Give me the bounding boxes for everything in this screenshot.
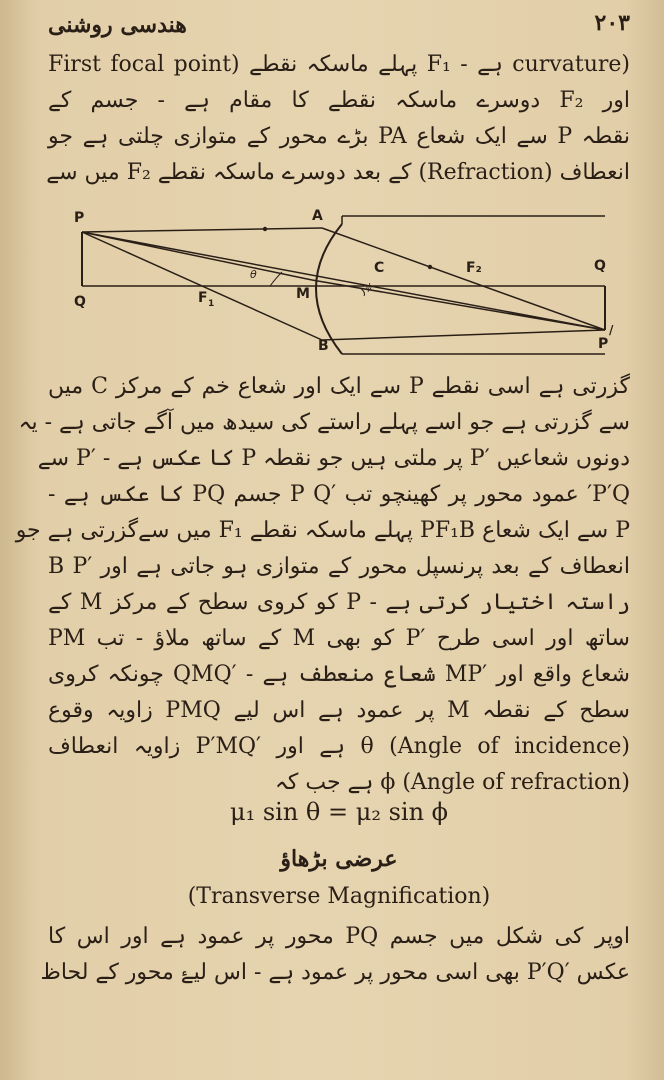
label-A: A bbox=[312, 208, 323, 224]
paragraph2-line: P′Q′ عمود محور پر کھینچو تب ′P Q جسم PQ کا عکس ہے - bbox=[48, 482, 630, 507]
paragraph2-line: ساتھ اور اسی طرح ′P کو بھی M کے ساتھ ملاؤ - تب PM bbox=[48, 626, 630, 651]
chapter-title: هندسی روشنی bbox=[48, 12, 187, 38]
label-theta: θ bbox=[250, 268, 257, 281]
ray-MP-prime bbox=[312, 280, 605, 330]
paragraph2-line: (Angle of refraction) ϕ ہے جب کہ bbox=[275, 770, 630, 795]
section-heading: عرضی بڑھاؤ bbox=[280, 846, 398, 872]
paragraph3-line: عکس ′P′Q بھی اسی محور پر عمود ہے - اس لیۓ محور کے لحاظ bbox=[40, 960, 630, 985]
label-Q-prime: Q bbox=[594, 258, 606, 274]
paragraph2-line: P سے ایک شعاع PF₁B پہلے ماسکہ نقطے F₁ میں سےگزرتی ہے جو bbox=[15, 518, 630, 543]
label-P-prime: P bbox=[598, 336, 609, 352]
ray-PA bbox=[82, 228, 322, 232]
paragraph2-line: راستہ اختیار کرتی ہے - P کو کروی سطح کے مرکز M کے bbox=[48, 590, 631, 615]
paragraph1-line: (curvature ہے - F₁ پہلے ماسکہ نقطے (First focal point bbox=[48, 52, 630, 77]
paragraph1-line: نقطہ P سے ایک شعاع PA بڑے محور کے متوازی چلتی ہے جو bbox=[48, 124, 630, 149]
section-subheading: (Transverse Magnification) bbox=[187, 884, 491, 909]
page-number: ۲۰۳ bbox=[594, 10, 630, 36]
label-M: M bbox=[296, 286, 310, 302]
label-F1: F bbox=[198, 290, 208, 306]
paragraph2-line: دونوں شعاعیں ′P پر ملتی ہیں جو نقطہ P کا عکس ہے - ′P سے bbox=[37, 446, 630, 471]
page-header bbox=[40, 4, 630, 44]
label-B: B bbox=[318, 338, 329, 354]
paragraph2-line: شعاع واقع اور ′MP شعاع منعطف ہے - ′QMQ چونکہ کروی bbox=[48, 662, 630, 687]
paragraph2-line: گزرتی ہے اسی نقطے P سے ایک اور شعاع خم کے مرکز C میں bbox=[48, 374, 630, 399]
paragraph1-line: انعطاف (Refraction) کے بعد دوسرے ماسکہ نقطے F₂ میں سے bbox=[46, 160, 630, 185]
paragraph1-line: اور F₂ دوسرے ماسکہ نقطے کا مقام ہے - جسم کے bbox=[48, 88, 630, 113]
label-P: P bbox=[74, 210, 85, 226]
paragraph2-line: سے گزرتی ہے جو اسے پہلے راستے کی سیدھ میں آگے جاتی ہے - یہ bbox=[18, 410, 630, 435]
paragraph2-line: (Angle of incidence) θ ہے اور ′P′MQ زاویہ انعطاف bbox=[48, 734, 630, 759]
refracting-surface bbox=[316, 224, 342, 354]
label-F1-subscript: 1 bbox=[208, 299, 215, 309]
label-prime-mark: / bbox=[609, 323, 614, 337]
ray-B-P-prime bbox=[322, 330, 605, 340]
ray-dot bbox=[428, 265, 432, 269]
ray-dot bbox=[263, 227, 267, 231]
theta-arc bbox=[270, 272, 282, 286]
label-Q: Q bbox=[74, 294, 86, 310]
label-C: C bbox=[374, 260, 385, 276]
paragraph2-line: سطح کے نقطہ M پر عمود ہے اس لیے PMQ زاویہ وقوع bbox=[48, 698, 630, 723]
ray-PC bbox=[82, 232, 605, 330]
ray-A-P-prime bbox=[322, 228, 605, 330]
paragraph2-line: انعطاف کے بعد پرنسپل محور کے متوازی ہو جاتی ہے اور ′B P bbox=[48, 554, 631, 579]
label-phi: ϕ bbox=[366, 283, 372, 293]
paragraph3-line: اوپر کی شکل میں جسم PQ محور پر عمود ہے اور اس کا bbox=[48, 924, 630, 949]
label-F2: F₂ bbox=[466, 260, 482, 276]
refraction-diagram bbox=[60, 196, 620, 372]
snell-formula: μ₁ sin θ = μ₂ sin ϕ bbox=[229, 798, 449, 826]
ray-PM bbox=[82, 232, 312, 280]
